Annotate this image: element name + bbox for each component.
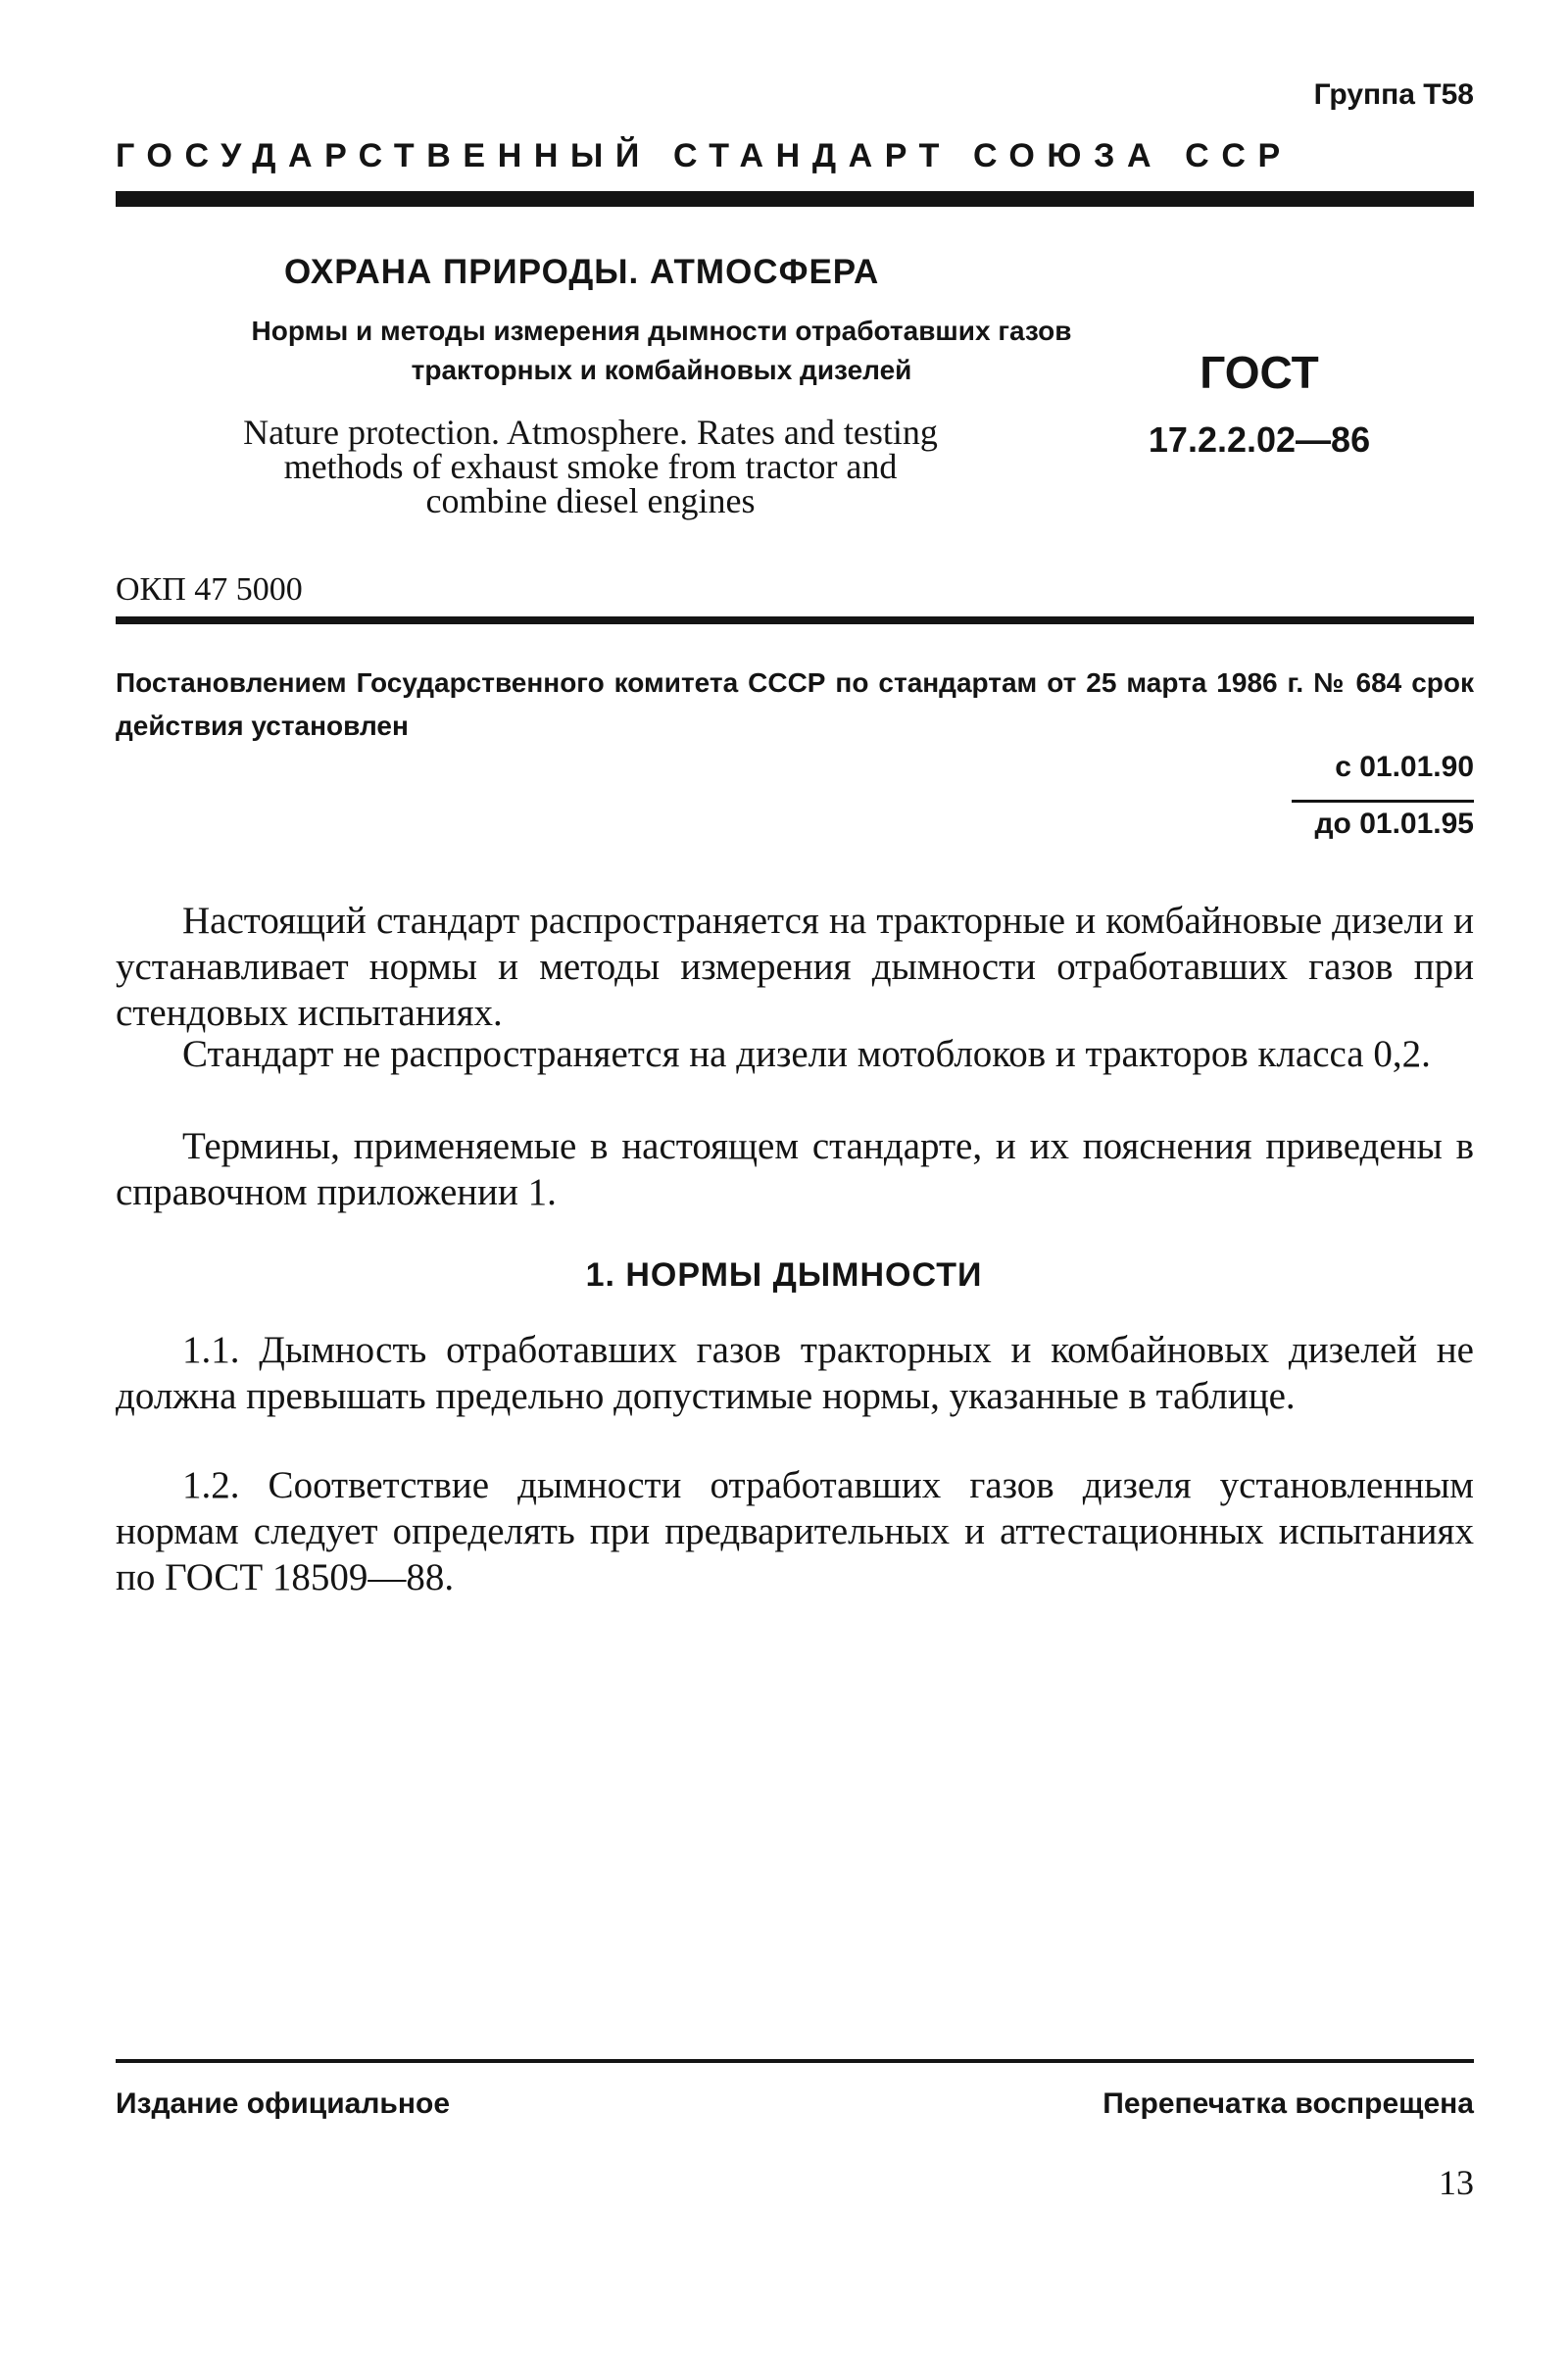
- clause-1-2: 1.2. Соответствие дымности отработавших газов дизеля установленным нормам следует определять при предварительных и аттестационных испытаниях по ГОСТ 18509—88.: [116, 1464, 1474, 1598]
- terms-paragraph: Термины, применяемые в настоящем стандарте, и их пояснения приведены в справочном приложении 1.: [116, 1125, 1474, 1213]
- header-rule: [116, 191, 1474, 207]
- footer-rule: [116, 2059, 1474, 2063]
- exclusion-paragraph: Стандарт не распространяется на дизели мотоблоков и тракторов класса 0,2.: [182, 1033, 1431, 1075]
- scope-paragraph: Настоящий стандарт распространяется на тракторные и комбайновые дизели и устанавливает нормы и методы измерения дымности отработавших газов при стендовых испытаниях.: [116, 900, 1474, 1034]
- date-divider: [1292, 800, 1474, 803]
- okp-code: ОКП 47 5000: [116, 571, 303, 608]
- clause-1-1: 1.1. Дымность отработавших газов тракторных и комбайновых дизелей не должна превышать предельно допустимые нормы, указанные в таблице.: [116, 1329, 1474, 1417]
- reprint-prohibited-note: Перепечатка воспрещена: [1102, 2087, 1474, 2120]
- page-number: 13: [1439, 2163, 1474, 2202]
- effective-from-date: с 01.01.90: [1335, 751, 1474, 783]
- state-standard-heading: ГОСУДАРСТВЕННЫЙ СТАНДАРТ СОЮЗА ССР: [116, 137, 1293, 174]
- english-title: Nature protection. Atmosphere. Rates and testing methods of exhaust smoke from tractor and combine diesel engines: [243, 413, 938, 520]
- russian-subtitle: Нормы и методы измерения дымности отработавших газов тракторных и комбайновых дизелей: [251, 316, 1072, 385]
- gost-label: ГОСТ: [1200, 347, 1319, 398]
- section-heading: 1. НОРМЫ ДЫМНОСТИ: [585, 1256, 983, 1294]
- document-title: ОХРАНА ПРИРОДЫ. АТМОСФЕРА: [284, 253, 880, 291]
- gost-number: 17.2.2.02—86: [1148, 419, 1371, 460]
- group-code: Группа Т58: [1313, 78, 1474, 111]
- title-rule: [116, 616, 1474, 624]
- effective-to-date: до 01.01.95: [1314, 808, 1474, 840]
- official-edition-note: Издание официальное: [116, 2087, 451, 2120]
- decree-text: Постановлением Государственного комитета СССР по стандартам от 25 марта 1986 г. № 684 срок действия установлен: [116, 667, 1474, 741]
